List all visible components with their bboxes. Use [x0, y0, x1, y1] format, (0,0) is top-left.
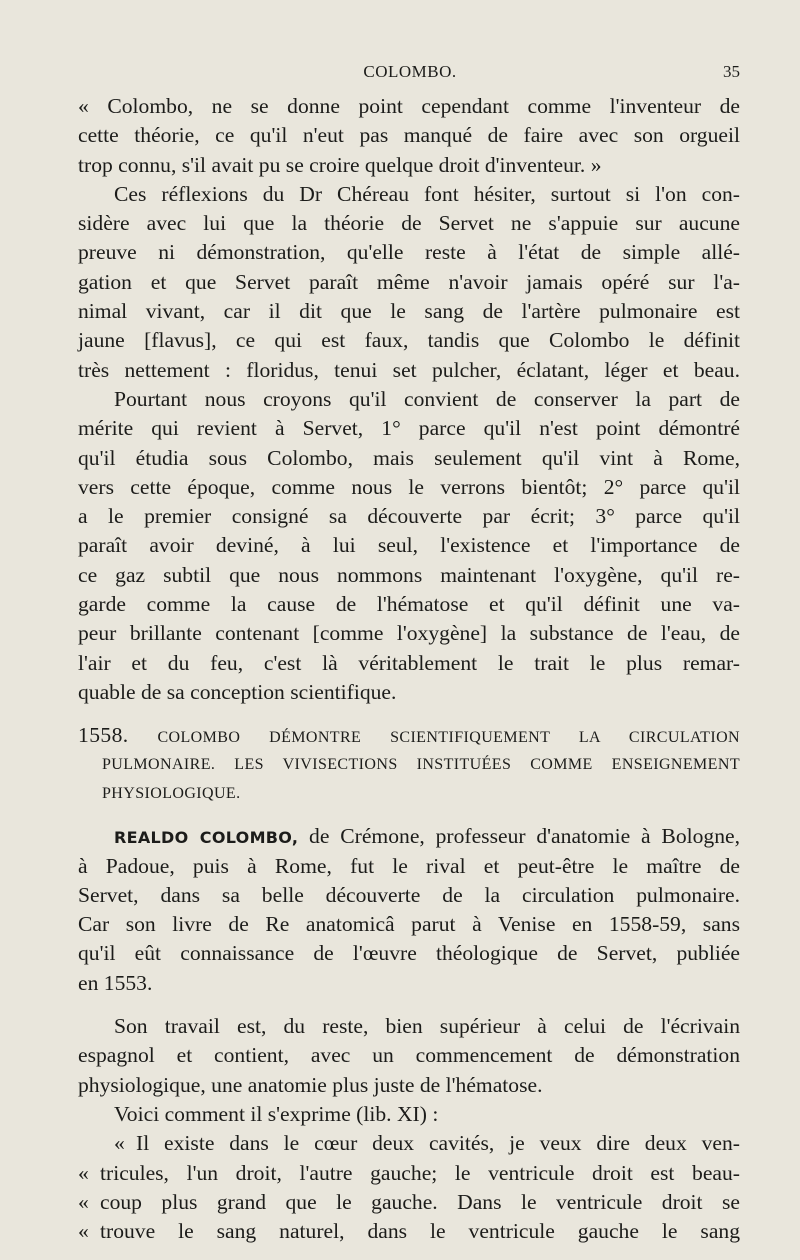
text-line: espagnol et contient, avec un commencement de démonstration: [78, 1043, 740, 1068]
paragraph-2: [78, 180, 740, 385]
section-title-line: COLOMBO DÉMONTRE SCIENTIFIQUEMENT LA CIRCULATION: [157, 729, 740, 747]
text-line: physiologique, une anatomie plus juste de l'hématose.: [78, 1072, 543, 1097]
spacer: [78, 707, 740, 721]
quote-mark: «: [78, 1160, 89, 1185]
text-line: Ces réflexions du Dr Chéreau font hésiter, surtout si l'on con-: [114, 181, 740, 206]
text-line: a le premier consigné sa découverte par écrit; 3° parce qu'il: [78, 504, 740, 529]
section-number: 1558.: [78, 723, 129, 748]
body-text: [78, 92, 740, 1246]
text-line: quable de sa conception scientifique.: [78, 679, 397, 704]
section-title-line: PHYSIOLOGIQUE.: [102, 785, 241, 803]
paragraph-3: [78, 385, 740, 707]
text-line: preuve ni démonstration, qu'elle reste à l'état de simple allé-: [78, 240, 740, 265]
block-quote: [78, 1129, 740, 1246]
quote-line: coup plus grand que le gauche. Dans le ventricule droit se: [100, 1189, 740, 1214]
text-line: Servet, dans sa belle découverte de la circulation pulmonaire.: [78, 882, 740, 907]
page-header: [80, 62, 740, 90]
quote-mark: «: [114, 1131, 125, 1156]
section-heading: [78, 721, 740, 808]
text-line: gation et que Servet paraît même n'avoir jamais opéré sur l'a-: [78, 269, 740, 294]
paragraph-1: [78, 92, 740, 180]
quote-mark: «: [78, 1189, 89, 1214]
text-line: jaune [flavus], ce qui est faux, tandis que Colombo le définit: [78, 328, 740, 353]
quote-line: trouve le sang naturel, dans le ventricule gauche le sang: [100, 1219, 740, 1244]
text-line: l'air et du feu, c'est là véritablement le trait le plus remar-: [78, 650, 740, 675]
text-line: en 1553.: [78, 970, 153, 995]
section-title-line: PULMONAIRE. LES VIVISECTIONS INSTITUÉES COMME ENSEIGNEMENT: [102, 756, 740, 774]
running-title: COLOMBO.: [363, 62, 457, 81]
paragraph-4: [78, 822, 740, 998]
text-line: Son travail est, du reste, bien supérieur à celui de l'écrivain: [114, 1014, 740, 1039]
text-line: nimal vivant, car il dit que le sang de l'artère pulmonaire est: [78, 299, 740, 324]
text-line: trop connu, s'il avait pu se croire quelque droit d'inventeur. »: [78, 152, 602, 177]
text-line: Pourtant nous croyons qu'il convient de conserver la part de: [114, 386, 740, 411]
paragraph-6: [78, 1100, 740, 1129]
text-line: ce gaz subtil que nous nommons maintenant l'oxygène, qu'il re-: [78, 562, 740, 587]
spacer: [78, 998, 740, 1012]
quote-line: Il existe dans le cœur deux cavités, je veux dire deux ven-: [136, 1131, 740, 1156]
text-line: Voici comment il s'exprime (lib. XI) :: [114, 1101, 439, 1126]
text-line: vers cette époque, comme nous le verrons bientôt; 2° parce qu'il: [78, 474, 740, 499]
quote-mark: «: [78, 1219, 89, 1244]
paragraph-5: [78, 1012, 740, 1100]
text-line: qu'il eût connaissance de l'œuvre théologique de Servet, publiée: [78, 941, 740, 966]
text-line: sidère avec lui que la théorie de Servet ne s'appuie sur aucune: [78, 211, 740, 236]
text-line: garde comme la cause de l'hématose et qu'il définit une va-: [78, 592, 740, 617]
text-line: Car son livre de Re anatomicâ parut à Venise en 1558-59, sans: [78, 912, 740, 937]
author-name: REALDO COLOMBO,: [114, 828, 299, 848]
text-line: très nettement : floridus, tenui set pulcher, éclatant, léger et beau.: [78, 357, 740, 382]
text-line: qu'il étudia sous Colombo, mais seulement qu'il vint à Rome,: [78, 445, 740, 470]
text-line: paraît avoir deviné, à lui seul, l'existence et l'importance de: [78, 533, 740, 558]
text-line: mérite qui revient à Servet, 1° parce qu'il n'est point démontré: [78, 416, 740, 441]
text-line: cette théorie, ce qu'il n'eut pas manqué de faire avec son orgueil: [78, 123, 740, 148]
spacer: [78, 808, 740, 822]
text-line: à Padoue, puis à Rome, fut le rival et peut-être le maître de: [78, 853, 740, 878]
text-line: peur brillante contenant [comme l'oxygène] la substance de l'eau, de: [78, 621, 740, 646]
text-line: « Colombo, ne se donne point cependant comme l'inventeur de: [78, 94, 740, 118]
text-fragment: de Crémone, professeur d'anatomie à Bologne,: [309, 824, 740, 849]
quote-line: tricules, l'un droit, l'autre gauche; le ventricule droit est beau-: [100, 1160, 740, 1185]
page-number: 35: [723, 62, 740, 81]
